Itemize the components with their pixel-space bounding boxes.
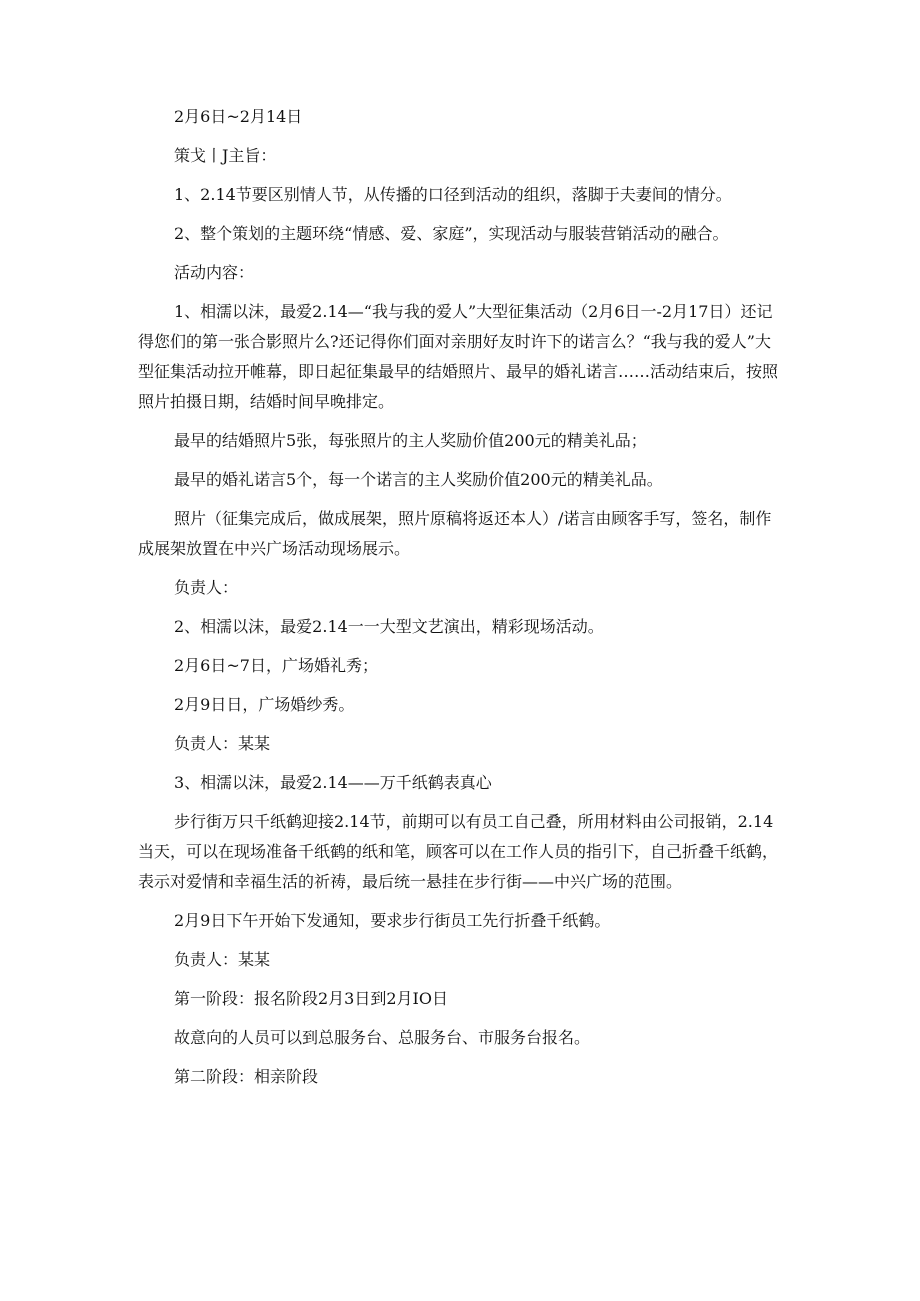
phase-2-heading: 第二阶段：相亲阶段	[174, 1067, 319, 1086]
purpose-heading: 策戈丨J主旨：	[174, 146, 277, 165]
wedding-show-date: 2月6日~7日，广场婚礼秀；	[174, 656, 378, 675]
activity-2-title: 2、相濡以沫，最爱2.14一一大型文艺演出，精彩现场活动。	[174, 617, 604, 636]
exhibit-note: 照片（征集完成后，做成展架，照片原稿将返还本人）/诺言由顾客手写，签名，制作成展架放置在中兴广场活动现场展示。	[138, 509, 772, 558]
date-range: 2月6日~2月14日	[174, 107, 303, 126]
notice-date: 2月9日下午开始下发通知，要求步行街员工先行折叠千纸鹤。	[174, 911, 611, 930]
activity-3-description: 步行街万只千纸鹤迎接2.14节，前期可以有员工自己叠，所用材料由公司报销，2.14当天，可以在现场准备千纸鹤的纸和笔，顾客可以在工作人员的指引下，自己折叠千纸鹤，表示对爱情和幸福生活的祈祷，最后统一悬挂在步行街——中兴广场的范围。	[138, 812, 779, 891]
purpose-item-1: 1、2.14节要区别情人节，从传播的口径到活动的组织，落脚于夫妻间的情分。	[174, 185, 732, 204]
phase-1-description: 故意向的人员可以到总服务台、总服务台、市服务台报名。	[174, 1028, 591, 1047]
wedding-photo-prize: 最早的结婚照片5张，每张照片的主人奖励价值200元的精美礼品；	[174, 431, 647, 450]
purpose-item-2: 2、整个策划的主题环绕“情感、爱、家庭”，实现活动与服装营销活动的融合。	[174, 224, 729, 243]
bridal-show-date: 2月9日日，广场婚纱秀。	[174, 695, 355, 714]
activity-1-description: 1、相濡以沫，最爱2.14—“我与我的爱人”大型征集活动（2月6日一-2月17日）还记得您们的第一张合影照片么?还记得你们面对亲朋好友时许下的诺言么？“我与我的爱人”大型征集活动拉开帷幕，即日起征集最早的结婚照片、最早的婚礼诺言……活动结束后，按照照片拍摄日期，结婚时间早晚排定。	[138, 302, 779, 411]
responsible-person-2: 负责人：某某	[174, 734, 271, 753]
wedding-vow-prize: 最早的婚礼诺言5个，每一个诺言的主人奖励价值200元的精美礼品。	[174, 470, 663, 489]
activity-3-title: 3、相濡以沫，最爱2.14——万千纸鹤表真心	[174, 773, 492, 792]
responsible-person-3: 负责人：某某	[174, 950, 271, 969]
document-body	[138, 102, 780, 1101]
phase-1-heading: 第一阶段：报名阶段2月3日到2月IO日	[174, 989, 448, 1008]
activity-heading: 活动内容：	[174, 263, 255, 282]
responsible-person-1: 负责人：	[174, 578, 239, 597]
